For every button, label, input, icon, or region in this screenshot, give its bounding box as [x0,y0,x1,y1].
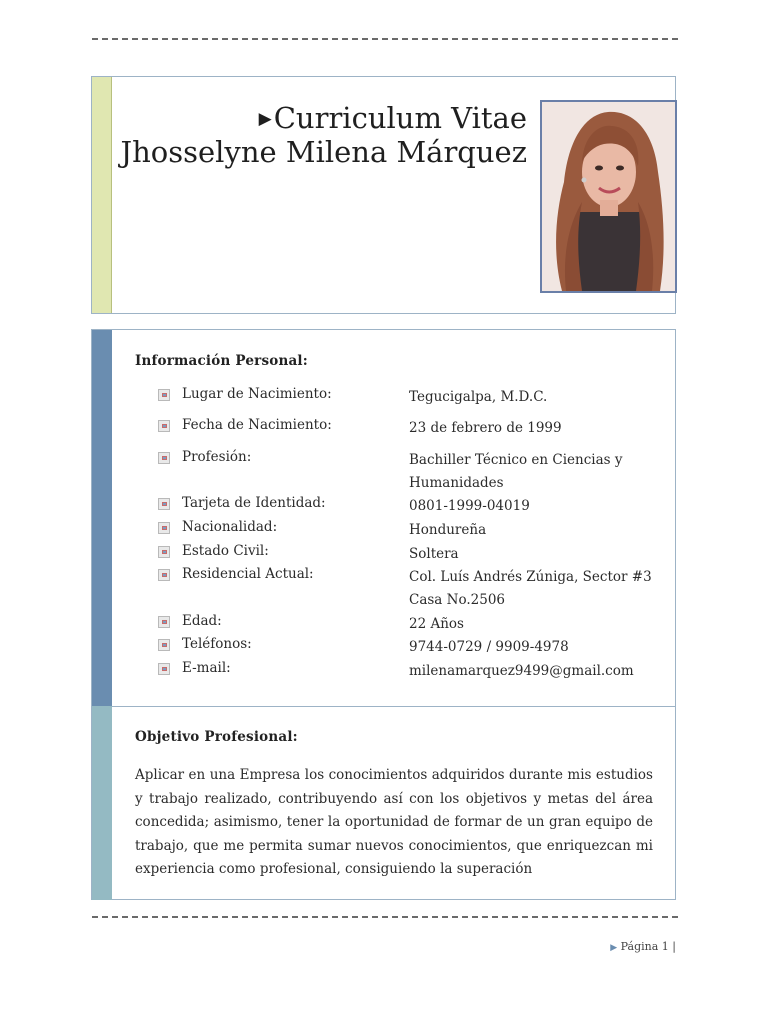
personal-accent-bar [92,330,112,706]
email-link[interactable]: milenamarquez9499@gmail.com [409,663,634,679]
info-value: Col. Luís Andrés Zúniga, Sector #3 Casa No.2506 [409,569,652,608]
info-label: Fecha de Nacimiento: [182,417,332,433]
info-value: 23 de febrero de 1999 [409,420,562,436]
triangle-bullet-icon: ▶ [610,943,618,953]
profile-photo [540,100,677,293]
info-label: Tarjeta de Identidad: [182,495,326,511]
bullet-icon [158,498,170,510]
info-label: E-mail: [182,660,231,676]
info-value: Hondureña [409,522,487,538]
bullet-icon [158,639,170,651]
bullet-icon [158,663,170,675]
page-number: Página 1 | [620,940,676,953]
info-value: 9744-0729 / 9909-4978 [409,639,569,655]
objective-heading: Objetivo Profesional: [135,729,298,745]
person-name: Jhosselyne Milena Márquez [120,135,527,169]
header-section [91,76,676,314]
info-label: Estado Civil: [182,543,269,559]
page-footer [610,940,676,953]
objective-accent-bar [92,706,112,900]
info-label: Nacionalidad: [182,519,278,535]
triangle-bullet-icon: ▶ [258,109,272,129]
info-label: Teléfonos: [182,636,252,652]
info-label: Profesión: [182,449,252,465]
top-dashed-rule [92,38,678,40]
info-value: Tegucigalpa, M.D.C. [409,389,548,405]
bullet-icon [158,546,170,558]
bullet-icon [158,616,170,628]
info-value: Soltera [409,546,459,562]
bullet-icon [158,452,170,464]
bullet-icon [158,389,170,401]
bullet-icon [158,420,170,432]
section-divider [112,706,676,707]
bottom-dashed-rule [92,916,678,918]
info-label: Edad: [182,613,222,629]
bullet-icon [158,569,170,581]
info-label: Lugar de Nacimiento: [182,386,332,402]
objective-text: Aplicar en una Empresa los conocimientos adquiridos durante mis estudios y trabajo realizado, contribuyendo así con los objetivos y metas del área concedida; asimismo, tener la oportunidad de formar de un gran equipo de trabajo, que me permita sumar nuevos conocimientos, que enriquezcan mi experiencia como profesional, consiguiendo la superación [135,767,653,877]
personal-info-heading: Información Personal: [135,353,308,369]
info-value: 22 Años [409,616,464,632]
bullet-icon [158,522,170,534]
info-label: Residencial Actual: [182,566,314,582]
info-value: 0801-1999-04019 [409,498,530,514]
document-title: ▶Curriculum Vitae [258,101,527,135]
info-value: Bachiller Técnico en Ciencias y Humanidades [409,452,623,491]
header-accent-bar [92,77,112,313]
info-section [91,329,676,900]
portrait-image [542,102,675,291]
